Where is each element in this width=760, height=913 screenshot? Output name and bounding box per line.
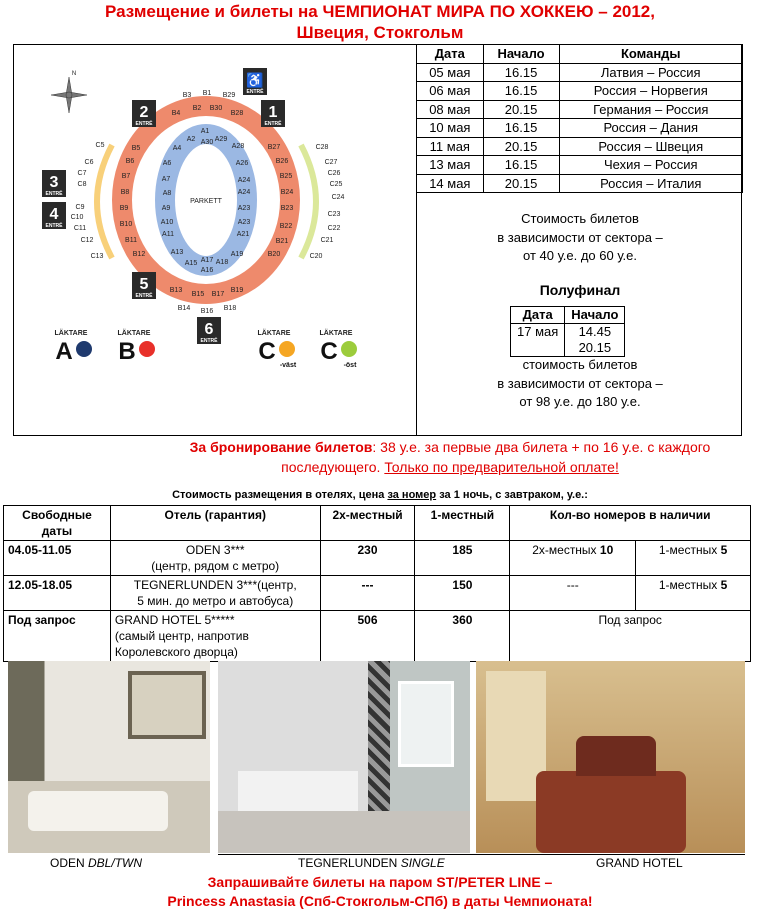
availability: Под запрос — [510, 611, 751, 662]
count: 10 — [599, 543, 614, 557]
semi-time: 14.45 — [578, 324, 612, 339]
match-start: 20.15 — [483, 100, 559, 119]
sector-c-label: C8 — [77, 181, 87, 188]
sector-c-label: C23 — [327, 211, 341, 218]
entrance-number: 5 — [139, 276, 149, 293]
hotel-name: ODEN 3*** — [185, 543, 245, 557]
group-price-text — [417, 210, 743, 266]
sector-b-label: B13 — [169, 287, 183, 294]
legend-sub: -väst — [279, 362, 297, 369]
header-hotel: Отель (гарантия) — [110, 506, 320, 541]
single-price: 150 — [415, 576, 510, 611]
price-line: от 98 у.е. до 180 у.е. — [519, 394, 641, 409]
sector-b-label: B23 — [280, 205, 294, 212]
single-price: 360 — [415, 611, 510, 662]
schedule-row — [417, 156, 743, 175]
sector-b-label: B16 — [200, 308, 214, 315]
schedule-row — [417, 100, 743, 119]
sector-a-label: A10 — [160, 219, 174, 226]
entrance-marker — [243, 68, 267, 95]
sector-b-label: B9 — [119, 205, 129, 212]
entrance-marker — [197, 317, 221, 344]
avail-single — [636, 541, 751, 576]
sector-b-label: B26 — [275, 158, 289, 165]
sector-a-label: A16 — [200, 267, 214, 274]
sector-b-label: B15 — [191, 291, 205, 298]
page-subtitle: Швеция, Стокгольм — [296, 23, 464, 42]
label: --- — [566, 578, 579, 592]
schedule-row — [417, 82, 743, 101]
sector-arc-c-west — [97, 145, 112, 258]
caption-tegnerlunden — [298, 856, 445, 870]
header-single: 1-местный — [415, 506, 510, 541]
sector-b-label: B28 — [230, 110, 244, 117]
sector-a-label: A21 — [236, 231, 250, 238]
sector-c-label: C13 — [90, 253, 104, 260]
caption-name: ODEN — [50, 856, 89, 870]
schedule-row — [417, 63, 743, 82]
sector-a-label: A11 — [162, 231, 174, 238]
sector-b-label: B1 — [202, 90, 212, 97]
sector-b-label: B22 — [279, 223, 293, 230]
entrance-label: ENTRÉ — [135, 121, 153, 127]
sector-a-label: A17 — [200, 257, 214, 264]
sector-b-label: B25 — [279, 173, 293, 180]
match-date: 10 мая — [417, 119, 484, 138]
match-teams: Чехия – Россия — [559, 156, 743, 175]
legend-label: LÄKTARE — [319, 330, 353, 337]
legend-letter: C — [320, 338, 338, 365]
prepay-note: Только по предварительной оплате! — [384, 459, 619, 475]
label: 1-местных — [658, 578, 721, 592]
entrance-marker — [132, 272, 156, 299]
sector-b-label: B3 — [182, 92, 192, 99]
sector-b-label: B5 — [131, 145, 141, 152]
sector-c-label: C25 — [329, 181, 343, 188]
sector-b-label: B20 — [267, 251, 281, 258]
price-line: стоимость билетов — [522, 357, 638, 372]
sector-b-label: B19 — [230, 287, 244, 294]
sector-c-label: C12 — [80, 237, 94, 244]
schedule-row — [417, 174, 743, 193]
table-row — [4, 541, 751, 576]
avail-double — [510, 541, 636, 576]
match-start: 16.15 — [483, 82, 559, 101]
sector-a-label: A23 — [237, 219, 251, 226]
entrance-marker — [42, 170, 66, 197]
sector-a-label: A7 — [161, 176, 171, 183]
compass-north: N — [71, 71, 77, 77]
sector-c-label: C9 — [75, 204, 85, 211]
sector-b-label: B11 — [125, 237, 137, 244]
legend-color-icon — [76, 341, 92, 357]
sector-a-label: A15 — [184, 260, 198, 267]
sector-c-label: C28 — [315, 144, 329, 151]
price-line: в зависимости от сектора – — [497, 375, 663, 391]
semi-time: 20.15 — [578, 340, 612, 355]
entrance-number: 2 — [139, 104, 149, 121]
match-teams: Латвия – Россия — [559, 63, 743, 82]
sector-b-label: B2 — [192, 105, 202, 112]
dates: Под запрос — [4, 611, 111, 662]
count: 5 — [720, 578, 728, 592]
match-start: 16.15 — [483, 156, 559, 175]
hotel — [110, 541, 320, 576]
booking-label: За бронирование билетов — [189, 439, 373, 455]
match-start: 16.15 — [483, 63, 559, 82]
tegnerlunden-room-photo — [218, 661, 470, 853]
table-row — [4, 611, 751, 662]
heading-part: за номер — [387, 489, 437, 501]
hotels-heading — [0, 489, 760, 501]
sector-c-label: C7 — [77, 170, 87, 177]
match-date: 11 мая — [417, 137, 484, 156]
sector-a-label: A19 — [230, 251, 244, 258]
entrance-label: ENTRÉ — [135, 293, 153, 299]
legend-label: LÄKTARE — [257, 330, 291, 337]
header-teams: Команды — [559, 45, 743, 64]
sector-c-label: C6 — [84, 159, 94, 166]
sector-b-label: B24 — [280, 189, 294, 196]
sector-b-label: B17 — [211, 291, 225, 298]
booking-note — [160, 437, 740, 477]
hotel-desc: (центр, рядом с метро) — [151, 559, 280, 573]
footer-line-1: Запрашивайте билеты на паром ST/PETER LINE – — [207, 874, 553, 890]
match-start: 20.15 — [483, 137, 559, 156]
oden-room-photo — [8, 661, 210, 853]
count: 5 — [720, 543, 728, 557]
price-line: в зависимости от сектора – — [497, 229, 663, 245]
legend-letter: C — [258, 338, 276, 365]
sector-a-label: A1 — [200, 128, 210, 135]
legend-color-icon — [279, 341, 295, 357]
hotel-name: TEGNERLUNDEN 3***(центр, — [133, 578, 297, 592]
tickets-box — [13, 44, 742, 436]
caption-type: SINGLE — [400, 856, 445, 870]
entrance-marker — [132, 100, 156, 127]
caption-type: DBL/TWN — [88, 856, 143, 870]
sector-b-label: B12 — [132, 251, 146, 258]
header-availability: Кол-во номеров в наличии — [510, 506, 751, 541]
sector-b-label: B8 — [120, 189, 130, 196]
match-date: 13 мая — [417, 156, 484, 175]
sector-b-label: B27 — [267, 144, 281, 151]
legend-label: LÄKTARE — [117, 330, 151, 337]
footer-line-2: Princess Anastasia (Спб-Стокгольм-СПб) в даты Чемпионата! — [167, 893, 593, 909]
legend-sub: -öst — [343, 362, 357, 369]
header-start: Начало — [483, 45, 559, 64]
sector-a-label: A13 — [170, 249, 184, 256]
hotel-desc: (самый центр, напротив Королевского дворца) — [114, 629, 249, 659]
sector-c-label: C20 — [309, 253, 323, 260]
entrance-marker — [42, 202, 66, 229]
sector-c-label: C26 — [327, 170, 341, 177]
semi-date: 17 мая — [511, 324, 565, 357]
sector-b-label: B18 — [223, 305, 237, 312]
label: 2х-местных — [532, 543, 600, 557]
arena-seating-map — [14, 45, 416, 435]
legend-label: LÄKTARE — [54, 330, 88, 337]
heading-part: Стоимость размещения в отелях, цена — [172, 489, 388, 501]
sector-arc-c-east — [301, 145, 316, 258]
parkett-label: PARKETT — [190, 198, 222, 205]
semifinal-price-text — [417, 356, 743, 412]
double-price: --- — [320, 576, 415, 611]
dates: 12.05-18.05 — [4, 576, 111, 611]
sector-a-label: A9 — [161, 205, 171, 212]
entrance-label: ENTRÉ — [45, 223, 63, 229]
sector-a-label: A24 — [237, 189, 251, 196]
sector-a-label: A30 — [200, 139, 214, 146]
sector-c-label: C11 — [73, 225, 87, 232]
sector-a-label: A4 — [172, 145, 182, 152]
caption-rule — [218, 854, 745, 855]
entrance-number: 1 — [268, 104, 278, 121]
sector-c-label: C10 — [70, 214, 84, 221]
caption-name: TEGNERLUNDEN — [298, 856, 401, 870]
avail-double — [510, 576, 636, 611]
schedule-row — [417, 137, 743, 156]
double-price: 230 — [320, 541, 415, 576]
legend-letter: B — [118, 338, 136, 365]
match-teams: Россия – Норвегия — [559, 82, 743, 101]
sector-c-label: C24 — [331, 194, 345, 201]
heading-part: за 1 ночь, с завтраком, у.е.: — [436, 489, 588, 501]
sector-a-label: A2 — [186, 136, 196, 143]
match-teams: Россия – Швеция — [559, 137, 743, 156]
semifinal-title: Полуфинал — [539, 282, 621, 298]
legend-color-icon — [341, 341, 357, 357]
semi-times — [565, 324, 625, 357]
entrance-label: ENTRÉ — [200, 338, 218, 344]
match-date: 05 мая — [417, 63, 484, 82]
hotel-desc: 5 мин. до метро и автобуса) — [137, 594, 294, 608]
semi-header-start: Начало — [565, 307, 625, 324]
caption-grand-hotel — [596, 856, 683, 870]
page-title: Размещение и билеты на ЧЕМПИОНАТ МИРА ПО ХОККЕЮ – 2012, — [105, 2, 655, 21]
label: 1-местных — [658, 543, 721, 557]
legend-letter: A — [55, 338, 73, 365]
match-date: 06 мая — [417, 82, 484, 101]
sector-b-label: B21 — [275, 238, 289, 245]
entrance-number: 3 — [49, 174, 59, 191]
sector-b-label: B29 — [222, 92, 236, 99]
price-line: от 40 у.е. до 60 у.е. — [523, 248, 637, 263]
header-double: 2х-местный — [320, 506, 415, 541]
sector-a-label: A24 — [237, 177, 251, 184]
header-dates: Свободные даты — [4, 506, 111, 541]
sector-a-label: A28 — [231, 143, 245, 150]
table-row — [4, 576, 751, 611]
double-price: 506 — [320, 611, 415, 662]
sector-b-label: B10 — [119, 221, 133, 228]
hotel — [110, 576, 320, 611]
entrance-number: ♿ — [246, 72, 264, 88]
entrance-marker — [261, 100, 285, 127]
sector-b-label: B14 — [177, 305, 191, 312]
entrance-number: 4 — [49, 206, 59, 223]
match-teams: Германия – Россия — [559, 100, 743, 119]
sector-a-label: A8 — [162, 190, 172, 197]
sector-b-label: B7 — [121, 173, 131, 180]
match-start: 16.15 — [483, 119, 559, 138]
entrance-label: ENTRÉ — [246, 89, 264, 95]
caption-oden — [50, 856, 142, 870]
sector-a-label: A29 — [214, 136, 228, 143]
sector-a-label: A23 — [237, 205, 251, 212]
sector-c-label: C21 — [320, 237, 334, 244]
entrance-label: ENTRÉ — [264, 121, 282, 127]
compass-icon — [51, 77, 87, 113]
match-start: 20.15 — [483, 174, 559, 193]
entrance-number: 6 — [204, 321, 214, 338]
header-date: Дата — [417, 45, 484, 64]
sector-b-label: B4 — [171, 110, 181, 117]
match-date: 14 мая — [417, 174, 484, 193]
match-schedule-table — [416, 44, 743, 193]
sector-b-label: B6 — [125, 158, 135, 165]
hotel-name: GRAND HOTEL 5***** — [114, 613, 235, 627]
semifinal-table — [510, 306, 625, 357]
single-price: 185 — [415, 541, 510, 576]
dates: 04.05-11.05 — [4, 541, 111, 576]
match-date: 08 мая — [417, 100, 484, 119]
sector-c-label: C27 — [324, 159, 338, 166]
match-teams: Россия – Дания — [559, 119, 743, 138]
entrance-label: ENTRÉ — [45, 191, 63, 197]
sector-c-label: C22 — [327, 225, 341, 232]
booking-text: : 38 у.е. за первые два билета + по 16 у.е. с каждого последующего. — [281, 439, 711, 475]
grand-hotel-room-photo — [476, 661, 745, 853]
caption-name: GRAND HOTEL — [596, 856, 683, 870]
legend-color-icon — [139, 341, 155, 357]
sector-a-label: A18 — [215, 259, 229, 266]
semi-header-date: Дата — [511, 307, 565, 324]
sector-b-label: B30 — [209, 105, 223, 112]
schedule-row — [417, 119, 743, 138]
avail-single — [636, 576, 751, 611]
match-teams: Россия – Италия — [559, 174, 743, 193]
hotel — [110, 611, 320, 662]
sector-a-label: A26 — [235, 160, 249, 167]
price-line: Стоимость билетов — [521, 211, 639, 226]
sector-a-label: A6 — [162, 160, 172, 167]
sector-c-label: C5 — [95, 142, 105, 149]
hotels-table — [3, 505, 751, 662]
